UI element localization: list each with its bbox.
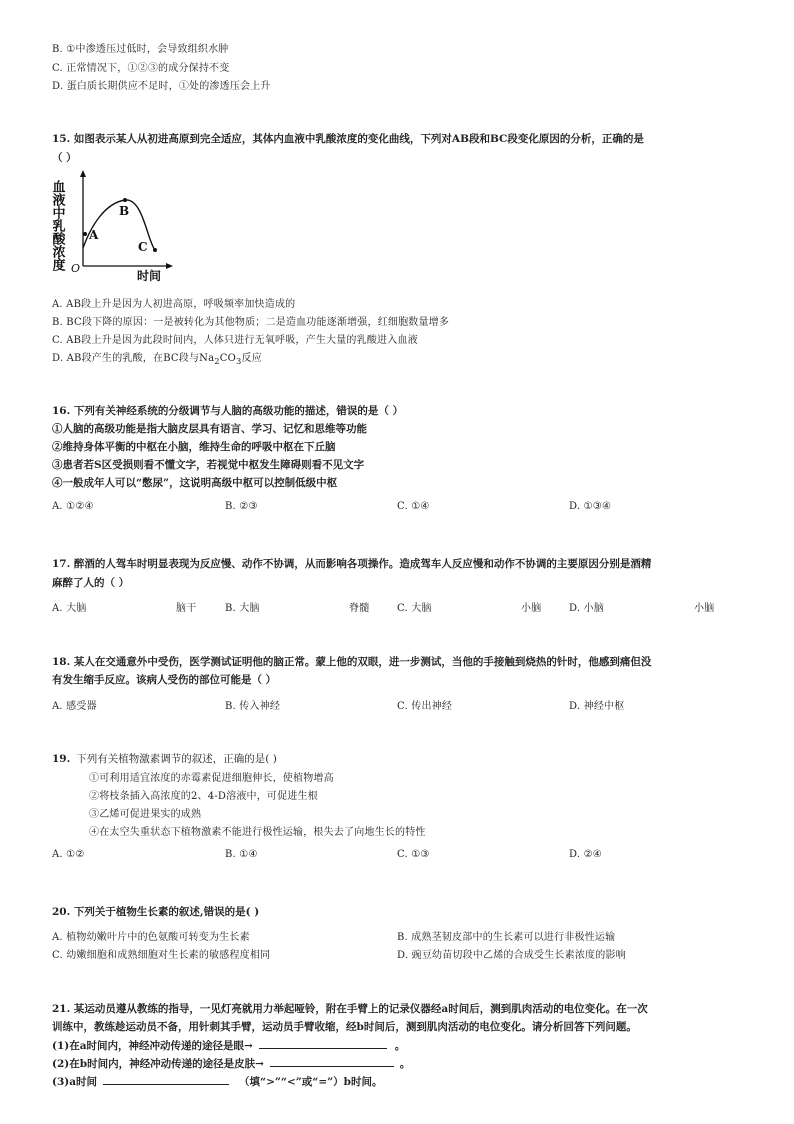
q16-option-d: D. ①③④ [569, 501, 612, 512]
q19-option-a: A. ①② [52, 849, 85, 860]
point-a [83, 232, 87, 236]
q17-option-d-extra: 小脑 [694, 603, 715, 614]
q21-subquestion-1: (1)在a时间内，神经冲动传递的途径是眼→ 。 [52, 1037, 405, 1053]
point-a-label: A [89, 228, 99, 242]
q15-stem-line2: （ ） [52, 152, 77, 164]
q18-stem-line1: 18. 某人在交通意外中受伤，医学测试证明他的脑正常。蒙上他的双眼，进一步测试，当他的手接触到烧热的针时，他感到痛但没 [52, 656, 652, 668]
q15-stem-line1: 15. 如图表示某人从初进高原到完全适应，其体内血液中乳酸浓度的变化曲线，下列对AB段和BC段变化原因的分析，正确的是 [52, 133, 644, 145]
q15-option-d: D. AB段产生的乳酸，在BC段与$Na_2CO_3$反应 [52, 353, 262, 366]
q21-answer-blank-3[interactable] [103, 1073, 229, 1085]
q20-option-d: D. 豌豆幼苗切段中乙烯的合成受生长素浓度的影响 [397, 950, 626, 961]
q17-option-c: C. 大脑 [397, 603, 432, 614]
q17-option-b-extra: 脊髓 [349, 603, 370, 614]
point-b [123, 198, 127, 202]
q20-option-b: B. 成熟茎韧皮部中的生长素可以进行非极性运输 [397, 932, 616, 943]
q17-stem-line1: 17. 醉酒的人驾车时明显表现为反应慢、动作不协调，从而影响各项操作。造成驾车人反应慢和动作不协调的主要原因分别是酒精 [52, 558, 652, 570]
q17-option-a: A. 大脑 [52, 603, 87, 614]
q19-stem: 19. 下列有关植物激素调节的叙述，正确的是( ) [52, 753, 277, 765]
x-axis-label: 时间 [137, 269, 162, 283]
q21-stem-line1: 21. 某运动员遵从教练的指导，一见灯亮就用力举起哑铃，附在手臂上的记录仪器经a时间后，测到肌肉活动的电位变化。在一次 [52, 1003, 648, 1015]
x-axis-arrow [166, 263, 173, 269]
q19-option-c: C. ①③ [397, 849, 430, 860]
q16-stem: 16. 下列有关神经系统的分级调节与人脑的高级功能的描述，错误的是（ ） [52, 405, 404, 417]
q14-option-b: B. ①中渗透压过低时，会导致组织水肿 [52, 44, 229, 55]
q20-option-a: A. 植物幼嫩叶片中的色氨酸可转变为生长素 [52, 932, 250, 943]
q17-stem-line2: 麻醉了人的（ ） [52, 577, 130, 589]
q15-option-c: C. AB段上升是因为此段时间内，人体只进行无氧呼吸，产生大量的乳酸进入血液 [52, 335, 418, 346]
point-c [153, 248, 157, 252]
y-axis-arrow [80, 170, 86, 177]
lactate-graph [49, 168, 175, 283]
q19-item-2: ②将枝条插入高浓度的2、4-D溶液中，可促进生根 [89, 791, 318, 802]
q21-answer-blank-2[interactable] [270, 1055, 394, 1067]
q19-item-4: ④在太空失重状态下植物激素不能进行极性运输，根失去了向地生长的特性 [89, 827, 426, 838]
q18-option-b: B. 传入神经 [225, 701, 281, 712]
origin-label: O [71, 262, 81, 275]
q19-option-b: B. ①④ [225, 849, 258, 860]
y-axis-label: 血液中乳酸浓度 [49, 180, 65, 271]
q17-option-c-extra: 小脑 [521, 603, 542, 614]
q18-option-a: A. 感受器 [52, 701, 97, 712]
q15-option-a: A. AB段上升是因为人初进高原，呼吸频率加快造成的 [52, 299, 296, 310]
q21-subquestion-2: (2)在b时间内，神经冲动传递的途径是皮肤→ 。 [52, 1055, 410, 1071]
q17-option-b: B. 大脑 [225, 603, 260, 614]
q18-option-d: D. 神经中枢 [569, 701, 625, 712]
q21-subquestion-3: (3)a时间 （填“>”“<”或“=”）b时间。 [52, 1073, 383, 1089]
q21-answer-blank-1[interactable] [259, 1037, 387, 1049]
q16-option-a: A. ①②④ [52, 501, 94, 512]
q17-option-d: D. 小脑 [569, 603, 605, 614]
q20-stem: 20. 下列关于植物生长素的叙述,错误的是( ) [52, 906, 260, 918]
q16-item-1: ①人脑的高级功能是指大脑皮层具有语言、学习、记忆和思维等功能 [52, 423, 367, 435]
q18-option-c: C. 传出神经 [397, 701, 453, 712]
q18-stem-line2: 有发生缩手反应。该病人受伤的部位可能是（ ） [52, 674, 277, 686]
q21-stem-line2: 训练中，教练趁运动员不备，用针刺其手臂，运动员手臂收缩，经b时间后，测到肌肉活动的电位变化。请分析回答下列问题。 [52, 1021, 637, 1033]
q16-item-2: ②维持身体平衡的中枢在小脑，维持生命的呼吸中枢在下丘脑 [52, 441, 336, 453]
point-c-label: C [138, 240, 148, 254]
q19-option-d: D. ②④ [569, 849, 602, 860]
q16-item-4: ④一般成年人可以“憋尿”，这说明高级中枢可以控制低级中枢 [52, 477, 338, 489]
q16-option-c: C. ①④ [397, 501, 430, 512]
q14-option-c: C. 正常情况下，①②③的成分保持不变 [52, 63, 230, 74]
point-b-label: B [119, 204, 130, 218]
q20-option-c: C. 幼嫩细胞和成熟细胞对生长素的敏感程度相同 [52, 950, 271, 961]
q19-item-3: ③乙烯可促进果实的成熟 [89, 809, 202, 820]
q14-option-d: D. 蛋白质长期供应不足时，①处的渗透压会上升 [52, 81, 271, 92]
q16-option-b: B. ②③ [225, 501, 258, 512]
q19-item-1: ①可利用适宜浓度的赤霉素促进细胞伸长，使植物增高 [89, 773, 334, 784]
q15-option-b: B. BC段下降的原因：一是被转化为其他物质；二是造血功能逐渐增强，红细胞数量增多 [52, 317, 450, 328]
q17-option-a-extra: 脑干 [176, 603, 197, 614]
q16-item-3: ③患者若S区受损则看不懂文字，若视觉中枢发生障碍则看不见文字 [52, 459, 365, 471]
